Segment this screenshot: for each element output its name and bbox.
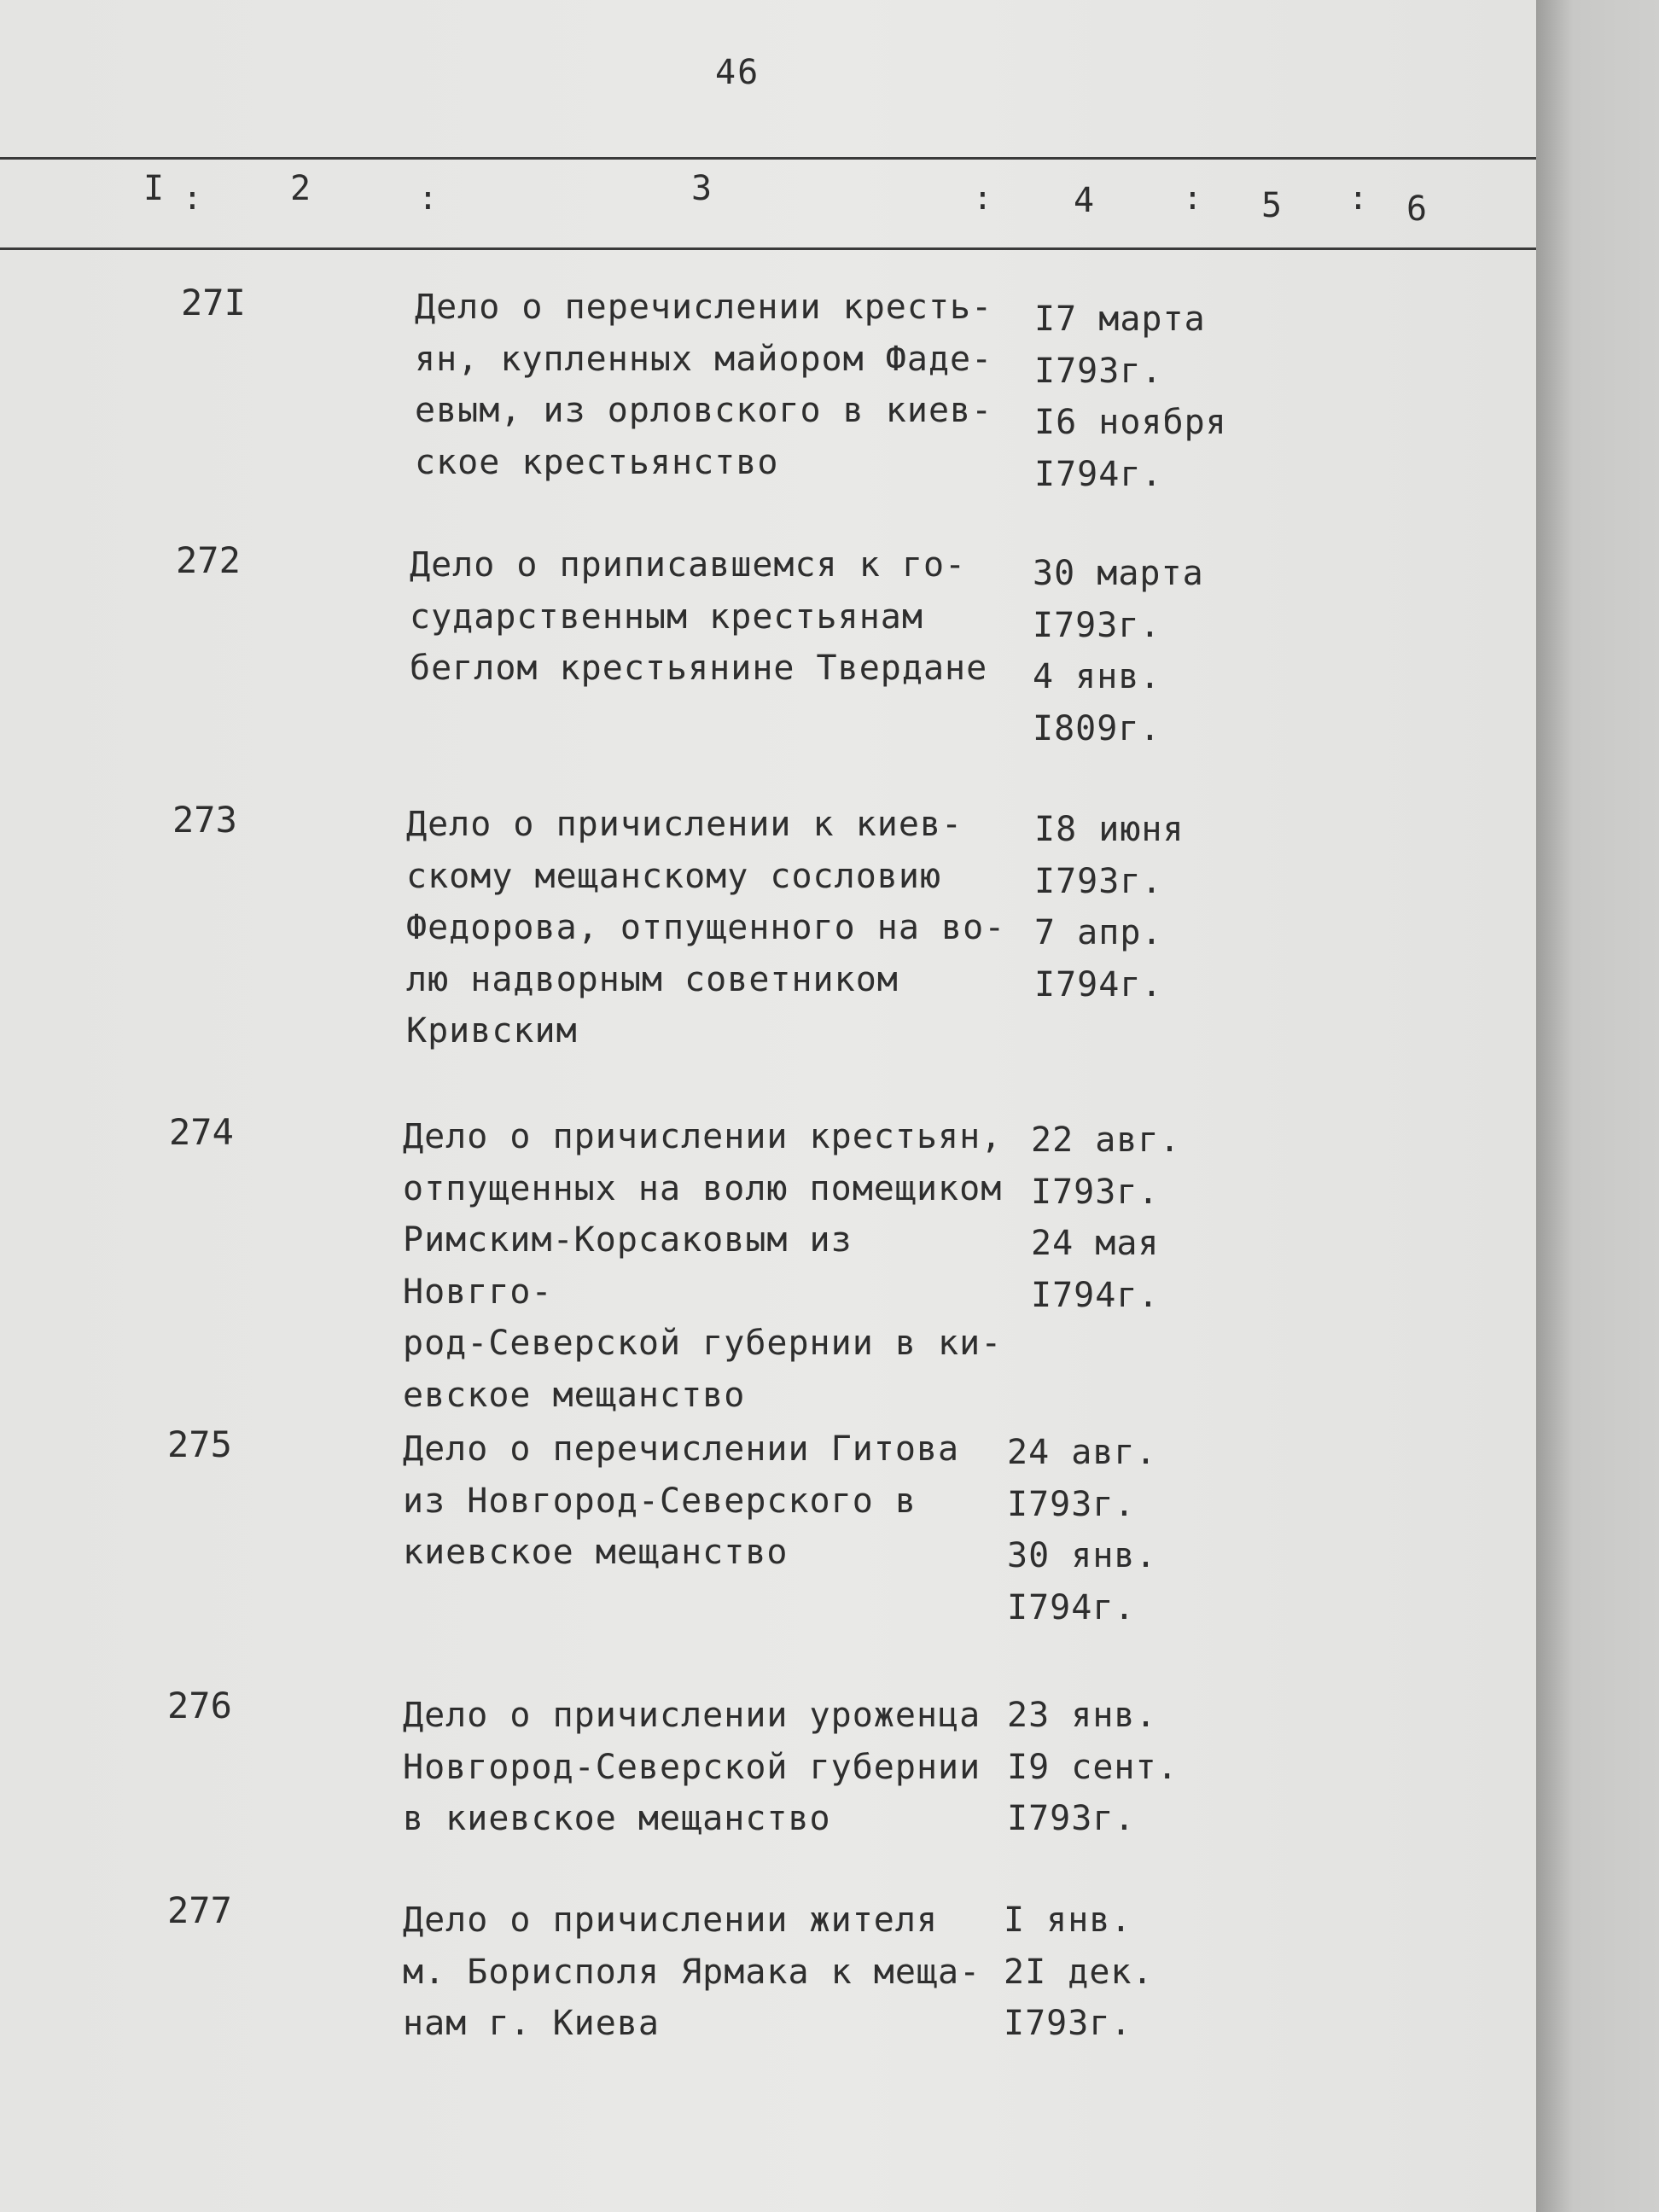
header-rule-top [0, 157, 1536, 160]
column-separator: : [183, 179, 202, 217]
entry-number: 276 [167, 1685, 232, 1726]
entry-number: 274 [169, 1111, 234, 1153]
entry-dates: I7 марта I793г. I6 ноября I794г. [1034, 300, 1227, 494]
column-header-1: I [143, 169, 165, 208]
entry-dates: 23 янв. I9 сент. I793г. [1007, 1696, 1179, 1838]
entry-dates: 30 марта I793г. 4 янв. I809г. [1033, 554, 1204, 748]
column-separator: : [973, 179, 992, 217]
entry-number: 277 [167, 1889, 232, 1931]
column-header-6: 6 [1406, 189, 1428, 229]
entry-number: 27I [181, 282, 246, 323]
column-separator: : [1183, 179, 1202, 217]
entry-number: 273 [172, 799, 237, 841]
column-separator: : [418, 179, 438, 217]
background-edge [1536, 0, 1659, 2212]
entry-dates: 24 авг. I793г. 30 янв. I794г. [1007, 1433, 1157, 1627]
entry-title: Дело о приписавшемся к го- сударственным крестьянам беглом крестьянине Твердане [410, 545, 988, 688]
entry-dates: 22 авг. I793г. 24 мая I794г. [1031, 1121, 1181, 1315]
page-number: 46 [715, 53, 760, 92]
entry-dates: I8 июня I793г. 7 апр. I794г. [1034, 810, 1185, 1004]
entry-title: Дело о причислении уроженца Новгород-Северской губернии в киевское мещанство [403, 1696, 981, 1838]
column-header-5: 5 [1261, 186, 1283, 225]
entry-title: Дело о перечислении Гитова из Новгород-Северского в киевское мещанство [403, 1429, 960, 1572]
entry-number: 275 [167, 1423, 232, 1465]
header-rule-bottom [0, 247, 1536, 250]
column-header-4: 4 [1074, 181, 1095, 220]
column-header-3: 3 [691, 169, 713, 208]
entry-title: Дело о причислении крестьян, отпущенных на волю помещиком Римским-Корсаковым из Новгго- род-Северской губернии в ки- евское мещанство [403, 1117, 1003, 1415]
column-separator: : [1348, 179, 1368, 217]
entry-title: Дело о причислении к киев- скому мещанскому сословию Федорова, отпущенного на во- лю надворным советником Кривским [406, 805, 1006, 1051]
entry-title: Дело о причислении жителя м. Борисполя Ярмака к меща- нам г. Киева [403, 1901, 981, 2043]
entry-title: Дело о перечислении кресть- ян, купленных майором Фаде- евым, из орловского в киев- ское крестьянство [415, 288, 993, 482]
column-header-2: 2 [290, 169, 311, 208]
entry-number: 272 [176, 539, 241, 581]
entry-dates: I янв. 2I дек. I793г. [1004, 1901, 1154, 2043]
